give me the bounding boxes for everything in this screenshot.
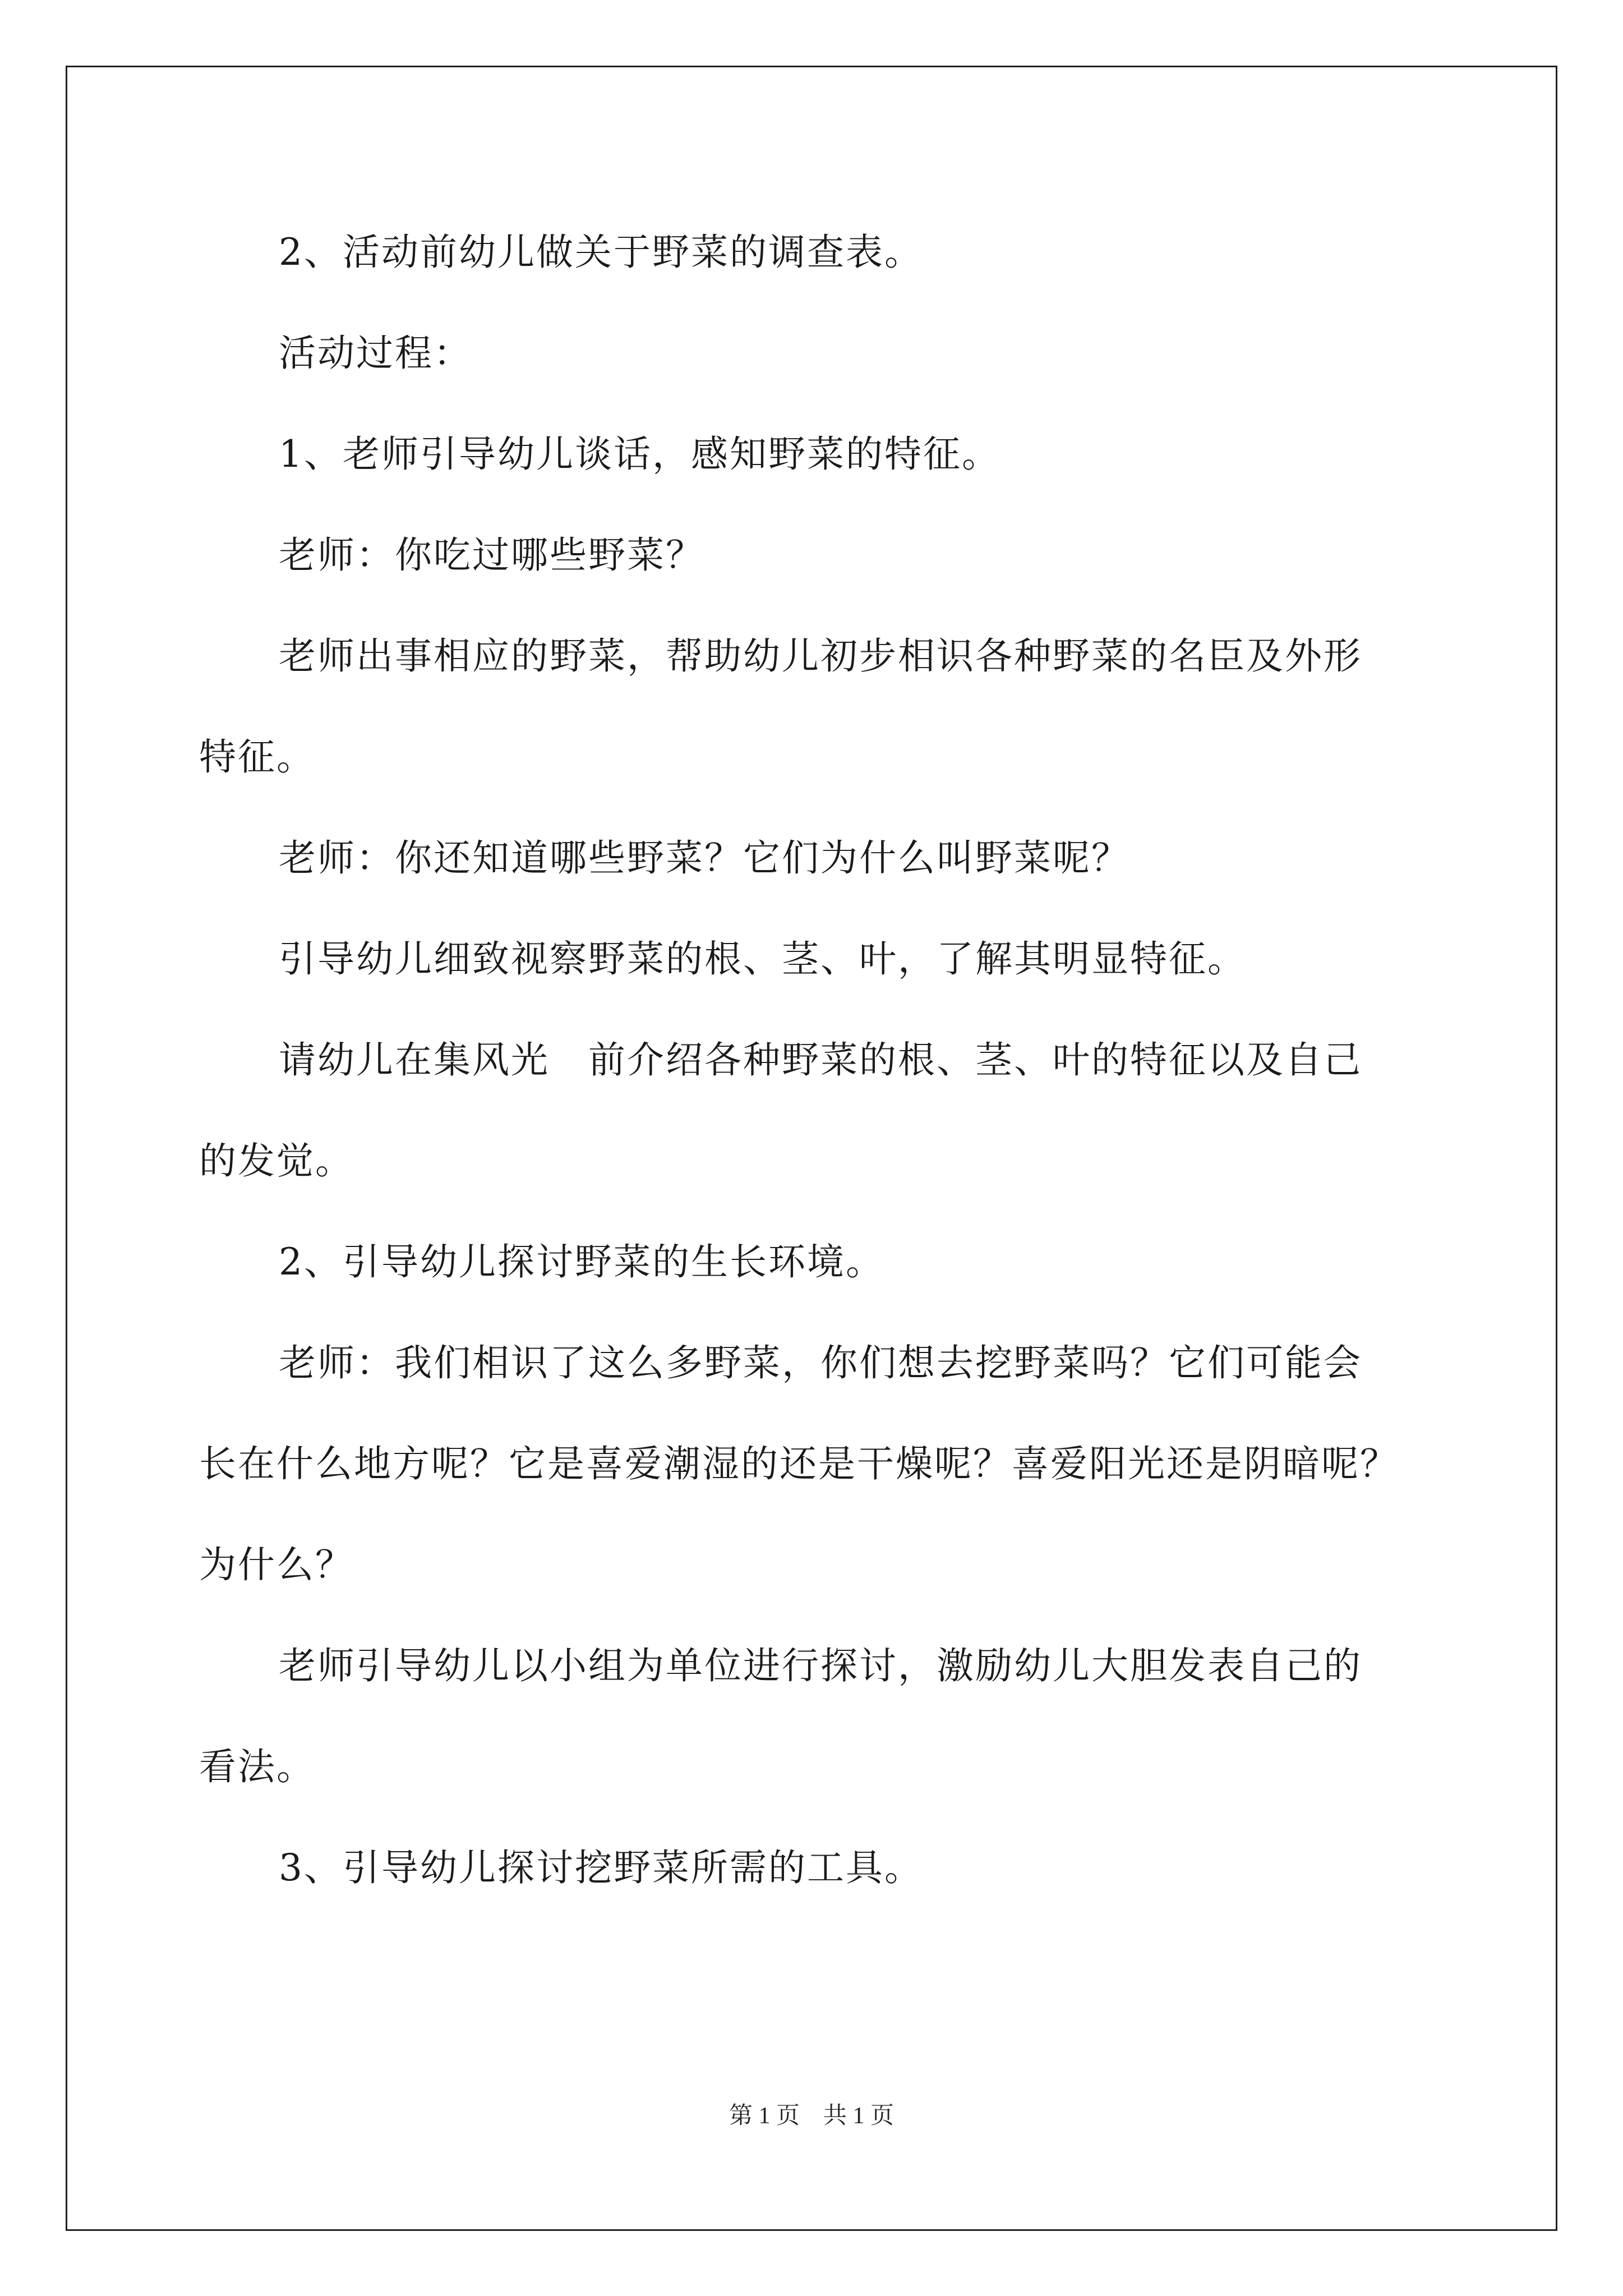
paragraph-line: 活动过程：	[279, 332, 472, 375]
paragraph-line: 1、老师引导幼儿谈话，感知野菜的特征。	[279, 432, 1000, 476]
paragraph-line: 看法。	[199, 1745, 315, 1788]
paragraph-line: 3、引导幼儿探讨挖野菜所需的工具。	[279, 1846, 923, 1889]
paragraph-line: 老师出事相应的野菜，帮助幼儿初步相识各种野菜的名臣及外形	[279, 634, 1362, 678]
paragraph-line: 请幼儿在集风光 前介绍各种野菜的根、茎、叶的特征以及自己	[279, 1038, 1362, 1082]
paragraph-line: 2、引导幼儿探讨野菜的生长环境。	[279, 1240, 884, 1283]
page-footer: 第 1 页 共 1 页	[728, 2103, 894, 2129]
paragraph-line: 老师：你吃过哪些野菜？	[279, 533, 704, 577]
paragraph-line: 特征。	[199, 735, 315, 779]
paragraph-line: 的发觉。	[199, 1139, 354, 1182]
paragraph-line: 长在什么地方呢？它是喜爱潮湿的还是干燥呢？喜爱阳光还是阴暗呢？	[199, 1442, 1399, 1485]
paragraph-line: 老师：我们相识了这么多野菜，你们想去挖野菜吗？它们可能会	[279, 1341, 1362, 1384]
paragraph-line: 2、活动前幼儿做关于野菜的调查表。	[279, 231, 923, 274]
paragraph-line: 引导幼儿细致视察野菜的根、茎、叶，了解其明显特征。	[279, 937, 1246, 981]
paragraph-line: 为什么？	[199, 1543, 354, 1586]
paragraph-line: 老师引导幼儿以小组为单位进行探讨，激励幼儿大胆发表自己的	[279, 1644, 1362, 1687]
paragraph-line: 老师：你还知道哪些野菜？它们为什么叫野菜呢？	[279, 836, 1130, 880]
